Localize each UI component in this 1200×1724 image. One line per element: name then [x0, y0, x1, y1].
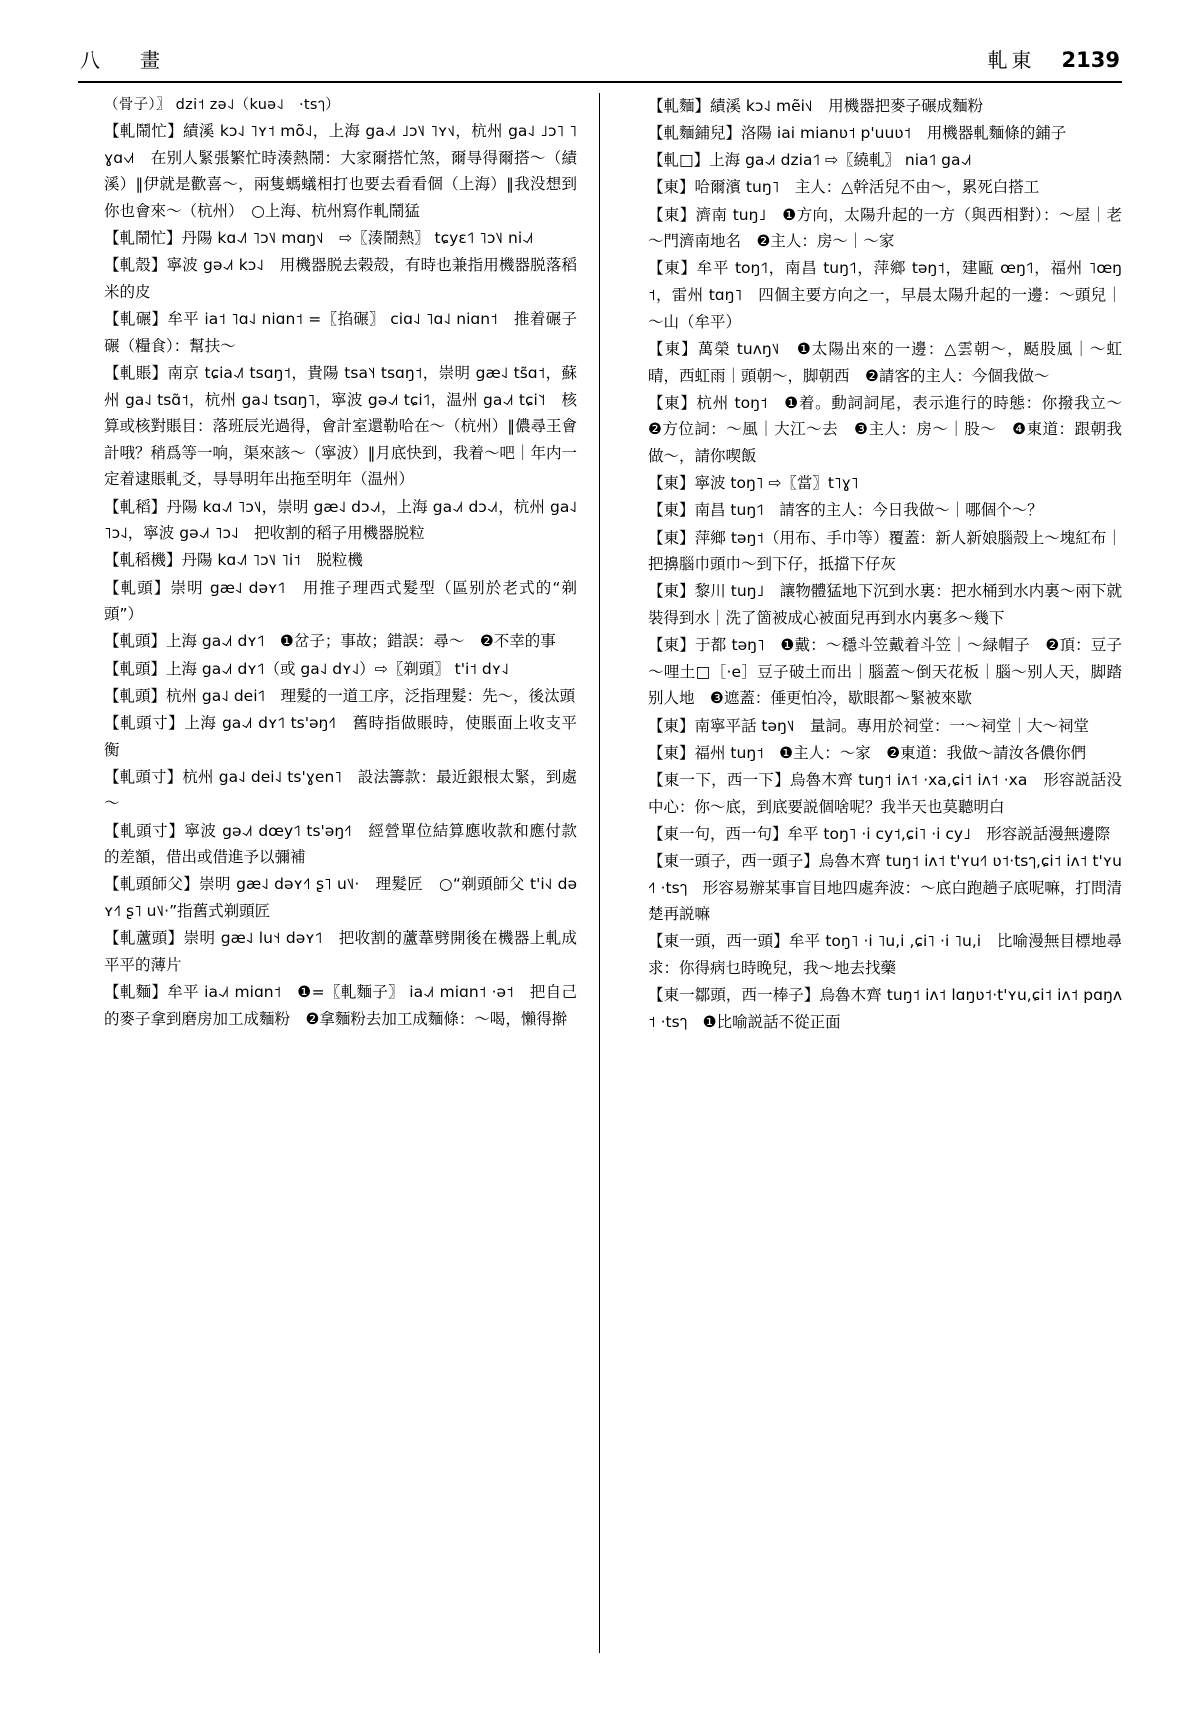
body-columns: [78, 93, 1138, 1653]
dictionary-entry: 【東】黎川 tuŋ˩ 讓物體猛地下沉到水裏：把水桶到水内裏～兩下就裝得到水｜洗了箇被成心被面兒再到水内裏多～幾下: [648, 582, 1122, 627]
dictionary-entry: 【東一頭，西一頭】牟平 toŋ˥ ·i ˥u,i ,ɕi˥ ·i ˥u,i 比喻漫無目標地尋求：你得病乜時晚兒，我～地去找藥: [648, 932, 1122, 977]
dictionary-entry: 【軋頭】上海 ga˨˩˦ dʏ˦˥（或 ga˨˩ dʏ˨˩）⇨〖剃頭〗 t'i˦ dʏ˨˩: [104, 659, 509, 678]
dictionary-entry: 【東一鄒頭，西一棒子】烏魯木齊 tuŋ˦ iʌ˦ lɑŋʋ˦·t'ʏu,ɕi˦ iʌ˦ pɑŋʌ˦ ·tsๅ ❶比喻説話不從正面: [648, 986, 1122, 1031]
dictionary-entry: 【軋鬧忙】績溪 kɔ˨˩ ˥ʏ˦ mõ˨˩，上海 ga˨˩˦ ˩ɔ˥˩ ˥ʏ˦˩，杭州 ga˨˩ ˩ɔ˥ ˥ɣɑ˧˩˦ 在别人緊張繁忙時湊熱鬧：大家爾搭忙煞，爾㝵得爾搭～（績溪）‖伊就是歡喜～，兩隻螞蟻相打也要去看看個（上海）‖我没想到你也會來～（杭州） ○上海、杭州寫作軋鬧猛: [104, 121, 577, 220]
dictionary-entry: 【東】于都 təŋ˥ ❶戴：～穩斗笠戴着斗笠｜～緑帽子 ❷頂：豆子～哩土□［·e］豆子破土而出｜腦蓋～倒天花板｜腦～别人天，脚踏别人地 ❸遮蓋：倕更怕冷，歇眼都～緊被來歇: [648, 636, 1122, 708]
header-right-group: [988, 44, 1120, 73]
dictionary-entry: 【軋賬】南京 tɕia˨˩˥ tsɑŋ˦，貴陽 tsa˥˧ tsɑŋ˦，崇明 gæ˨˩ ts̃ɑ˦，蘇州 ga˨˩ tsɑ̃˦，杭州 ga˨˩ tsɑŋ˥，寧波 gə˨˩˦ tɕi˦˥，温州 ga˨˩˦ tɕi˥˦ 核算或核對賬目：落班辰光過得，會計室還勒哈在～（杭州）‖儂尋王會計哦？稍爲等一响，渠來該～（寧波）‖月底快到，我着～吧｜年内一定着逮賬軋爻，㝵㝵明年出拖至明年（温州）: [104, 363, 577, 489]
dictionary-entry: 【東一下，西一下】烏魯木齊 tuŋ˦ iʌ˦ ·xa,ɕi˦ iʌ˦ ·xa 形容説話没中心：你～底，到底要説個啥呢？我半天也莫聽明白: [648, 770, 1122, 816]
dictionary-entry: 【東一頭子，西一頭子】烏魯木齊 tuŋ˦ iʌ˦ t'ʏu˧˥ ʋ˦·tsๅ,ɕi˦ iʌ˦ t'ʏu˧˥ ·tsๅ 形容易辦某事盲目地四處奔波：～底白跑趟子底呢嘛，打問清楚再説嘛: [648, 851, 1122, 924]
header-rule: [78, 81, 1122, 83]
dictionary-entry: 【軋蘆頭】崇明 gæ˨˩ lu˦˧ dəʏ˦˥ 把收割的蘆葦劈開後在機器上軋成平平的薄片: [104, 929, 577, 974]
dictionary-entry: 【軋麵】績溪 kɔ˨˩ mẽi˦˩ 用機器把麥子碾成麵粉: [648, 97, 984, 115]
dictionary-entry: 【軋頭】杭州 ga˨˩ dei˦˥ 理髮的一道工序，泛指理髮：先～，後汰頭: [104, 686, 576, 705]
dictionary-entry: 【軋頭】上海 ga˨˩˦ dʏ˦˥ ❶岔子；事故；錯誤：尋～ ❷不幸的事: [104, 632, 556, 651]
right-column: [600, 93, 1138, 1653]
page-number: 2139: [1061, 48, 1120, 72]
dictionary-entry: 【東】福州 tuŋ˦ ❶主人：～家 ❷東道：我做～請汝各儂你們: [648, 743, 1087, 762]
dictionary-entry: 【軋頭寸】杭州 ga˨˩ dei˨˩ ts'ɣen˥ 設法籌款：最近銀根太緊，到處～: [104, 767, 577, 813]
dictionary-entry: 【軋稻】丹陽 kɑ˨˩˥ ˥ɔ˥˩，崇明 gæ˨˩ dɔ˨˩˦，上海 ga˨˩˦ dɔ˨˩˦，杭州 ga˨˩ ˥ɔ˨˩，寧波 gə˨˩˦ ˥ɔ˨˩ 把收割的稻子用機器脱粒: [104, 497, 577, 543]
dictionary-entry: 【軋麵鋪兒】洛陽 iai mianʋ˦ p'uuʋ˦ 用機器軋麵條的鋪子: [648, 124, 1067, 143]
dictionary-entry: 【軋稻機】丹陽 kɑ˨˩˥ ˥ɔ˥˩ ˥i˦ 脱粒機: [104, 551, 363, 570]
dictionary-entry: 【軋麵】牟平 ia˨˩˦ miɑn˦ ❶=〖軋麵子〗 ia˨˩˦ miɑn˦ ·ə˦ 把自己的麥子拿到磨房加工成麵粉 ❷拿麵粉去加工成麵條：～喝，懶得擀: [104, 982, 577, 1028]
left-column: [78, 93, 600, 1653]
dictionary-entry: 【軋鬧忙】丹陽 kɑ˨˩˥ ˥ɔ˥˩ mɑŋ˦˩ ⇨〖湊鬧熱〗 tɕyɛ˦˥ ˥ɔ˥˩ ni˨˩˦: [104, 229, 534, 248]
dictionary-entry: 【東】萍鄉 təŋ˦（用布、手巾等）覆蓋：新人新娘腦殻上～塊紅布｜把擤腦巾頭巾～到下仔，抵擋下仔灰: [648, 528, 1122, 574]
dictionary-entry: 【東】南寧平話 təŋ˥˩ 量詞。專用於祠堂：一～祠堂｜大～祠堂: [648, 716, 1090, 735]
dictionary-entry: 【軋碾】牟平 ia˦ ˥ɑ˨˩ niɑn˦ =〖掐碾〗 ciɑ˨˩ ˥ɑ˨˩ niɑn˦ 推着碾子碾（糧食）：幫扶～: [104, 310, 577, 355]
dictionary-entry: 【軋頭寸】寧波 gə˨˩˦ dœy˦˥ ts'əŋ˧˥ 經營單位結算應收款和應付款的差額，借出或借進予以彌補: [104, 821, 577, 867]
dictionary-entry: 【軋殼】寧波 gə˨˩˦ kɔ˨˩ 用機器脱去榖殻，有時也兼指用機器脱落稻米的皮: [104, 256, 577, 301]
dictionary-entry: 【東】南昌 tuŋ˦˥ 請客的主人：今日我做～｜哪個个～？: [648, 501, 1043, 520]
dictionary-entry: 【軋□】上海 ga˨˩˦ dzia˦˥ ⇨〖繞軋〗 nia˦˥ ga˨˩˦: [648, 151, 972, 170]
dictionary-entry: 【東】哈爾濱 tuŋ˥ 主人：△幹活兒不由～，累死白搭工: [648, 178, 1040, 197]
header-section-label: 八 畫: [80, 48, 170, 72]
dictionary-entry: 【東】濟南 tuŋ˩ ❶方向，太陽升起的一方（與西相對）：～屋｜老～門濟南地名 ❷主人：房～｜～家: [648, 205, 1122, 251]
dictionary-entry: 【東】萬榮 tuʌŋ˥˩ ❶太陽出來的一邊：△雲朝～，颳股風｜～虹晴，西虹雨｜頭朝～，脚朝西 ❷請客的主人：今個我做～: [648, 339, 1122, 385]
dictionary-entry: 【東】寧波 toŋ˥ ⇨〖當〗t˥ɣ˥: [648, 474, 859, 493]
dictionary-entry: 【東一句，西一句】牟平 toŋ˥ ·i cy˦,ɕi˥ ·i cy˩ 形容説話漫無邊際: [648, 824, 1111, 843]
header-running-head: 軋東: [987, 48, 1036, 72]
dictionary-entry: 【軋頭師父】崇明 gæ˨˩ dəʏ˧˥ ʂ˥ u˥˩· 理髮匠 ○“剃頭師父 t'i˧˩ dəʏ˧˥ ʂ˥ u˥˩·”指舊式剃頭匠: [104, 875, 577, 920]
dictionary-entry: 【軋頭】崇明 gæ˨˩ dəʏ˦˥ 用推子理西式髮型（區别於老式的“剃頭”）: [104, 578, 577, 624]
dictionary-entry: 【軋頭寸】上海 ga˨˩˦ dʏ˦˥ ts'əŋ˧˥ 舊時指做賬時，使賬面上收支平衡: [104, 713, 577, 759]
dictionary-entry: 【東】杭州 toŋ˦ ❶着。動詞詞尾，表示進行的時態：你撥我立～ ❷方位詞：～風｜大江～去 ❸主人：房～｜股～ ❹東道：跟朝我做～，請你喫飯: [648, 393, 1138, 466]
continued-entry-line: （骨子）〗 dzi˦ zə˨˩（kuə˨˩ ·tsๅ）: [104, 97, 340, 113]
dictionary-entry: 【東】牟平 toŋ˦˥，南昌 tuŋ˦˥，萍鄉 təŋ˦，建甌 œŋ˦˥，福州 ˥œŋ˦，雷州 tɑŋ˥ 四個主要方向之一，早晨太陽升起的一邊：～頭兒｜～山（牟平）: [648, 259, 1122, 331]
page-header: [78, 44, 1122, 81]
